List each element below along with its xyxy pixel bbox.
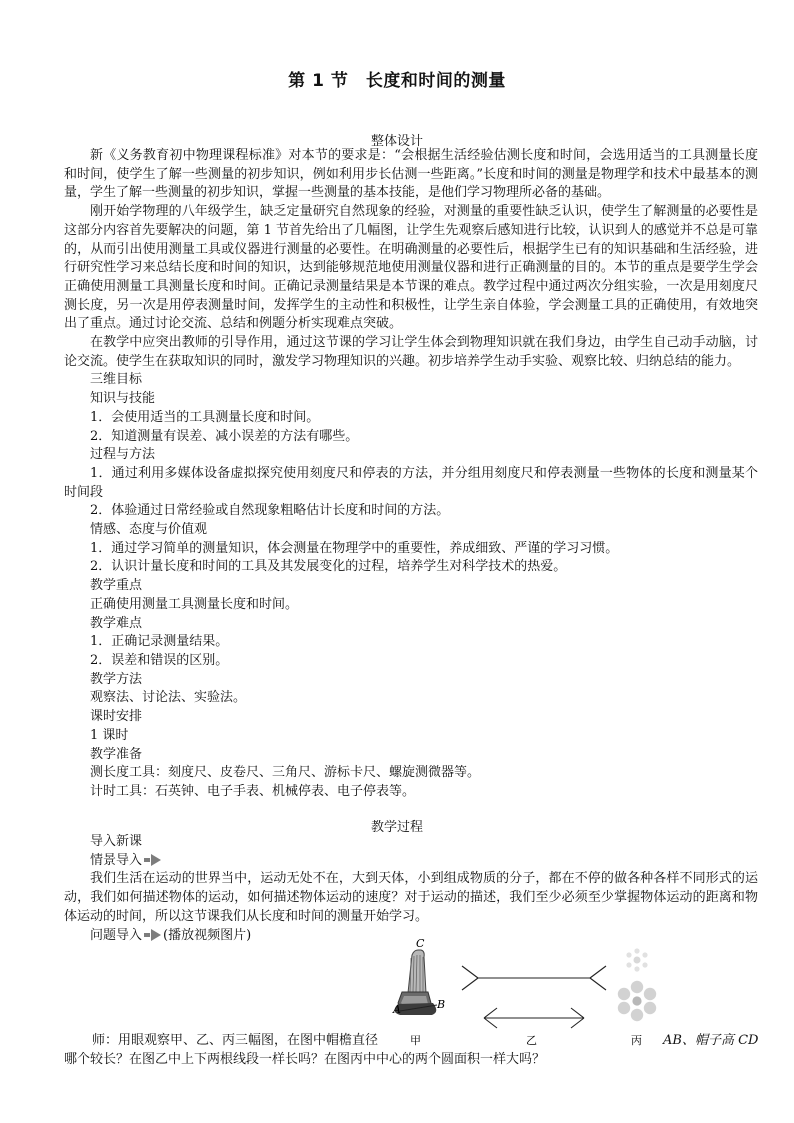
hat-label-c: C [416,937,425,950]
difficulty-heading: 教学难点 [90,615,143,631]
question-note: (播放视频图片) [163,927,252,943]
emotion-item-2: 2．认识计量长度和时间的工具及其发展变化的过程，培养学生对科学技术的热爱。 [90,559,567,575]
prep-length-tools: 测长度工具：刻度尺、皮卷尺、三角尺、游标卡尺、螺旋测微器等。 [90,765,481,781]
process-item-1: 1．通过利用多媒体设备虚拟探究使用刻度尺和停表的方法，并分组用刻度尺和停表测量一些物体的长度和测量某个时间段 [64,465,758,500]
process-item-2: 2．体验通过日常经验或自然现象粗略估计长度和时间的方法。 [90,503,450,519]
teacher-question-part1: 师：用眼观察甲、乙、丙三幅图，在图中帽檐直径 [92,1033,379,1048]
teacher-question-tail: AB、帽子高 CD [663,1033,759,1048]
fig-label-bing: 丙 [631,1034,642,1047]
process-heading: 过程与方法 [90,447,156,463]
knowledge-item-2: 2．知道测量有误差、减小误差的方法有哪些。 [90,428,359,444]
page-title: 第 1 节 长度和时间的测量 [288,71,506,91]
circle-illusion-figure [618,948,656,1021]
teacher-question-part2: 哪个较长？在图乙中上下两根线段一样长吗？在图丙中中心的两个圆面积一样大吗？ [64,1052,546,1067]
scene-text: 我们生活在运动的世界当中，运动无处不在，大到天体，小到组成物质的分子，都在不停的做各种各样不同形式的运动，我们如何描述物体的运动，如何描述物体运动的速度？对于运动的描述，我们至少必须至少掌握物体运动的距离和物体运动的时间，所以这节课我们从长度和时间的测量开始学习。 [64,871,758,924]
knowledge-heading: 知识与技能 [90,391,156,407]
prep-heading: 教学准备 [90,746,143,762]
hat-label-b: B [437,998,446,1011]
focus-heading: 教学重点 [90,578,143,594]
schedule-text: 1 课时 [90,727,129,743]
emotion-item-1: 1．通过学习简单的测量知识，体会测量在物理学中的重要性，养成细致、严谨的学习习惯。 [90,540,619,556]
difficulty-item-2: 2．误差和错误的区别。 [90,652,229,668]
scene-label: 情景导入 [90,852,143,868]
hat-label-a: A [393,1003,401,1016]
design-paragraph-3: 在教学中应突出教师的引导作用，通过这节课的学习让学生体会到物理知识就在我们身边，由学生自己动手动脑，讨论交流。使学生在获取知识的同时，激发学习物理知识的兴趣。初步培养学生动手实验、观察比较、归纳总结的能力。 [64,335,758,369]
fig-label-jia: 甲 [410,1034,421,1047]
focus-text: 正确使用测量工具测量长度和时间。 [90,596,299,612]
design-heading: 整体设计 [370,134,423,149]
method-heading: 教学方法 [90,671,143,687]
schedule-heading: 课时安排 [90,709,143,725]
difficulty-item-1: 1．正确记录测量结果。 [90,634,229,650]
emotion-heading: 情感、态度与价值观 [90,522,208,538]
goals-heading: 三维目标 [90,372,143,388]
line-illusion-figure [462,966,606,1028]
design-paragraph-2: 刚开始学物理的八年级学生，缺乏定量研究自然现象的经验，对测量的重要性缺乏认识，使学生了解测量的必要性是这部分内容首先要解决的问题，第 1 节首先给出了几幅图，让学生先观察后感知进行比较，认识到人的感觉并不总是可靠的，从而引出使用测量工具或仪器进行测量的必要性。在明确测量的必要性后，根据学生已有的知识基础和生活经验，进行研究性学习来总结长度和时间的知识，达到能够规范地使用测量仪器和进行正确测量的目的。本节的重点是要学生学会正确使用测量工具测量长度和时间。正确记录测量结果是本节课的难点。教学过程中通过两次分组实验，一次是用刻度尺测长度，另一次是用停表测量时间，发挥学生的主动性和积极性，让学生亲自体验，学会测量工具的正确使用，有效地突出了重点。通过讨论交流、总结和例题分析实现难点突破。 [64,204,758,332]
intro-heading: 导入新课 [90,834,143,849]
prep-time-tools: 计时工具：石英钟、电子手表、机械停表、电子停表等。 [90,783,416,799]
design-paragraph-1: 新《义务教育初中物理课程标准》对本节的要求是：“会根据生活经验估测长度和时间，会选用适当的工具测量长度和时间，使学生了解一些测量的初步知识，例如利用步长估测一些距离。”长度和时间的测量是物理学和技术中最基本的测量，学生了解一些测量的初步知识，掌握一些测量的基本技能，是他们学习物理所必备的基础。 [64,148,758,201]
question-label: 问题导入 [90,927,143,943]
process-section-heading: 教学过程 [370,820,423,835]
method-text: 观察法、讨论法、实验法。 [90,690,247,706]
fig-label-yi: 乙 [526,1034,537,1047]
knowledge-item-1: 1．会使用适当的工具测量长度和时间。 [90,409,320,425]
